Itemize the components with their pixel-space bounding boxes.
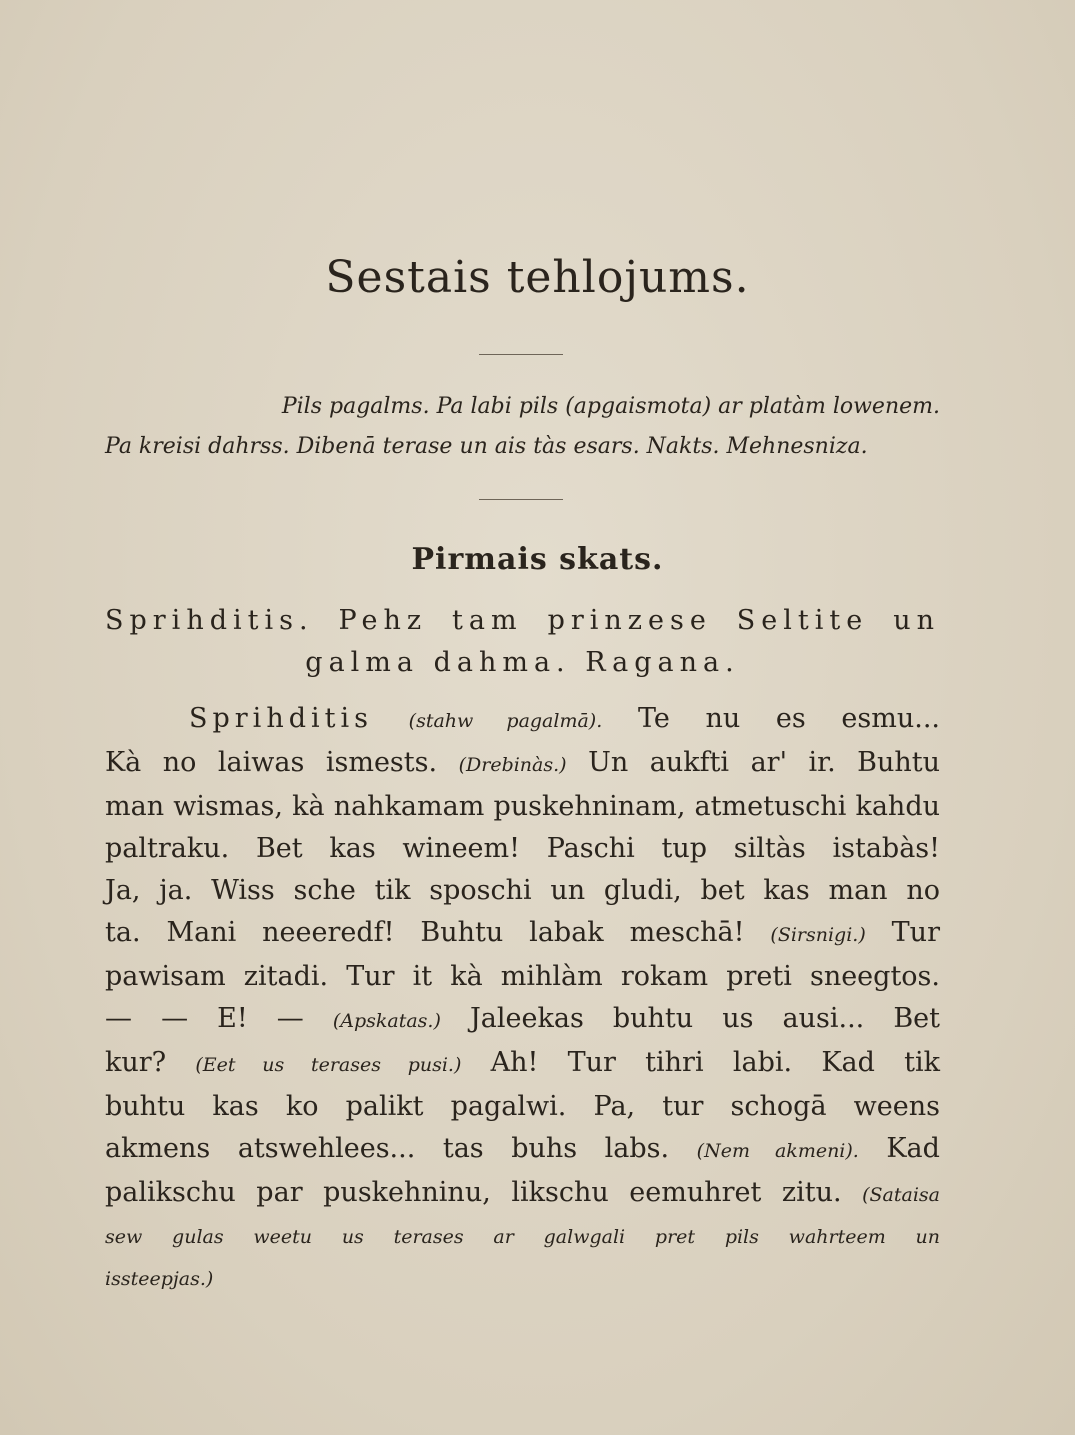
stage-direction: (Sataisa — [862, 1184, 940, 1206]
stage-direction: (Drebinàs.) — [458, 754, 567, 776]
cast-line-2: galma dahma. Ragana. — [305, 647, 740, 678]
act-title: Sestais tehlojums. — [325, 252, 750, 303]
divider-bottom — [479, 499, 563, 500]
divider-top — [479, 354, 563, 355]
stage-direction: (Apskatas.) — [332, 1010, 441, 1032]
speech-text: — — E! — — [105, 1003, 304, 1034]
cast-line-1: Sprihditis. Pehz tam prinzese Seltite un — [105, 605, 940, 636]
setting-line-2: Pa kreisi dahrss. Dibenā terase un ais tàs esars. Nakts. Mehnesniza. — [105, 434, 868, 459]
speech-text: ta. Mani neeeredf! — [105, 917, 395, 948]
speech-line: buhtu kas ko palikt pagalwi. Pa, tur schogā weens — [105, 1091, 940, 1122]
speech-line: Ja, ja. Wiss sche tik sposchi un gludi, bet kas man no — [105, 875, 940, 906]
speech-line — [105, 998, 940, 1042]
speech-text: Kà no laiwas ismests. — [105, 747, 438, 778]
speech-text: kur? — [105, 1047, 167, 1078]
setting-line-1: Pils pagalms. Pa labi pils (apgaismota) ar platàm lowenem. — [281, 394, 940, 419]
speech-line — [105, 1128, 940, 1172]
speech-text: Tur — [891, 917, 940, 948]
speech-text: Jaleekas buhtu us ausi... Bet — [469, 1003, 940, 1034]
speech-line — [105, 742, 940, 786]
speech-line: paltraku. Bet kas wineem! Paschi tup siltàs istabàs! — [105, 833, 940, 864]
speech-line: man wismas, kà nahkamam puskehninam, atmetuschi kahdu — [105, 791, 940, 822]
speaker-name: Sprihditis — [189, 703, 373, 734]
speech-line — [105, 912, 940, 956]
speech-text: Kad — [886, 1133, 940, 1164]
speech-line — [105, 698, 940, 742]
monologue — [105, 698, 940, 1300]
stage-direction-line: issteepjas.) — [105, 1268, 214, 1290]
speech-line — [105, 1172, 940, 1216]
stage-direction-line: sew gulas weetu us terases ar galwgali pret pils wahrteem un — [105, 1226, 940, 1248]
speech-text: akmens atswehlees... tas buhs labs. — [105, 1133, 670, 1164]
cast-list — [105, 600, 940, 684]
speech-text: Buhtu labak meschā! — [420, 917, 745, 948]
speech-line — [105, 1042, 940, 1086]
speech-line: pawisam zitadi. Tur it kà mihlàm rokam preti sneegtos. — [105, 961, 940, 992]
stage-direction: (Nem akmeni). — [696, 1140, 859, 1162]
speech-text: palikschu par puskehninu, likschu eemuhret zitu. — [105, 1177, 842, 1208]
speech-text: Te nu es esmu... — [637, 703, 940, 734]
stage-direction: (stahw pagalmā). — [408, 710, 603, 732]
speech-text: Ah! Tur tihri labi. Kad tik — [490, 1047, 940, 1078]
scene-title: Pirmais skats. — [411, 542, 664, 577]
stage-direction: (Sirsnigi.) — [770, 924, 866, 946]
speech-text: Un aukfti ar' ir. Buhtu — [588, 747, 941, 778]
stage-direction: (Eet us terases pusi.) — [195, 1054, 462, 1076]
